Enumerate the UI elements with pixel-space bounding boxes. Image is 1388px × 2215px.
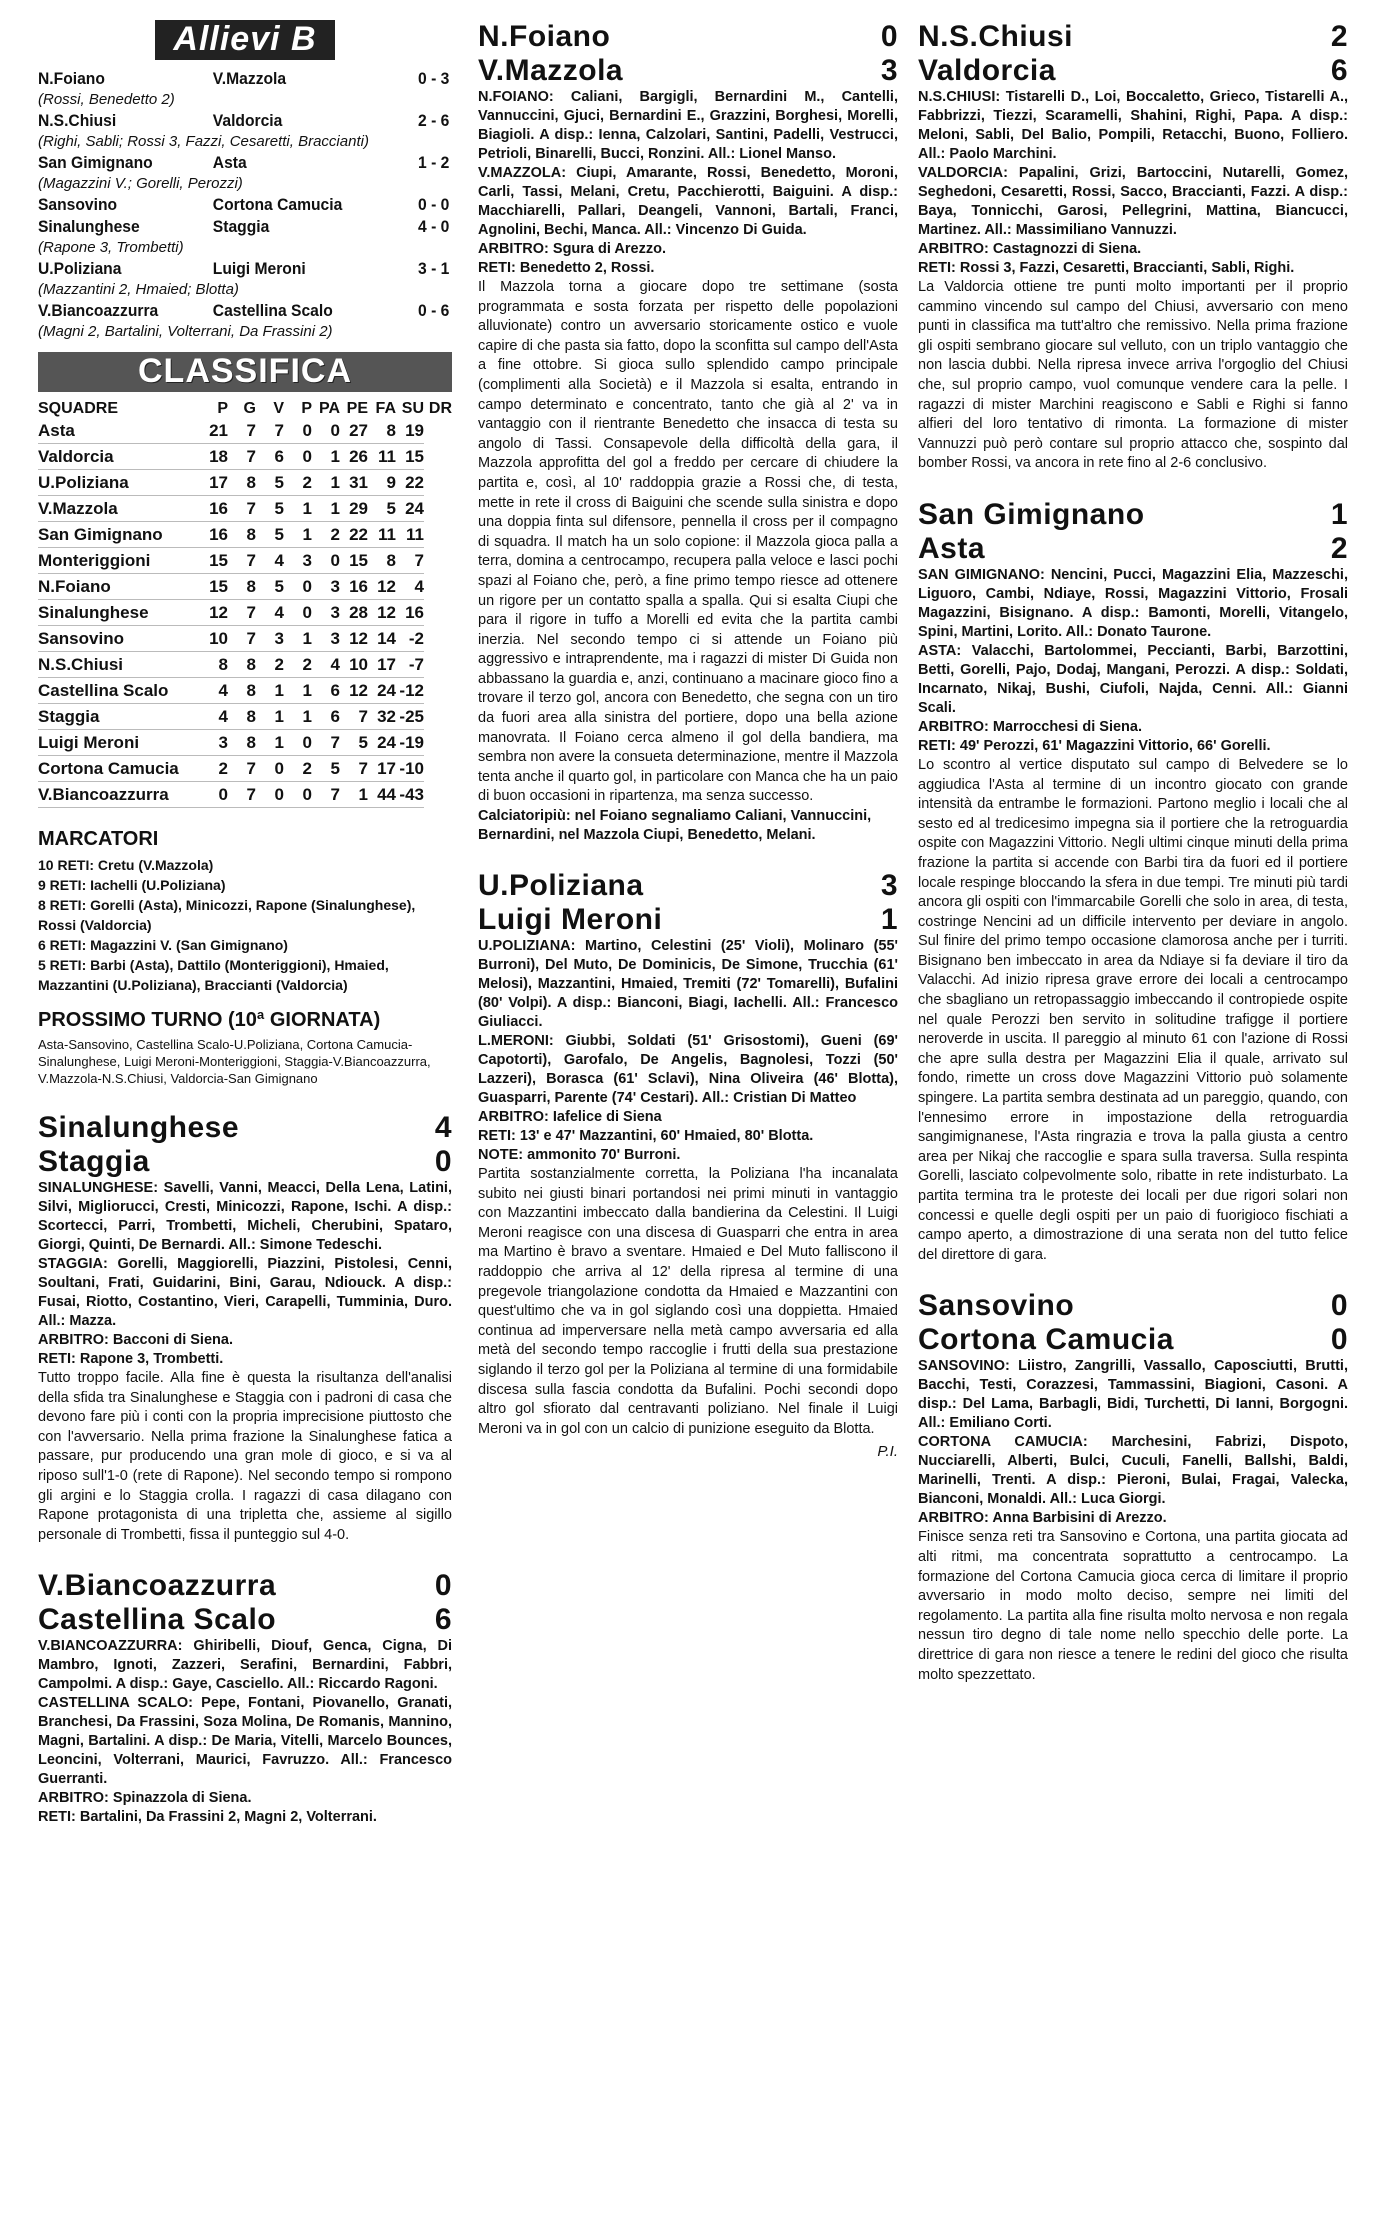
stat-cell: 21 xyxy=(200,418,228,444)
standings-row xyxy=(38,418,452,444)
team-name: Luigi Meroni xyxy=(38,730,200,756)
standings-row xyxy=(38,444,452,470)
referee: ARBITRO: Bacconi di Siena. xyxy=(38,1332,233,1348)
stat-cell: 4 xyxy=(312,652,340,678)
stat-cell: 6 xyxy=(312,704,340,730)
stat-cell: 7 xyxy=(228,418,256,444)
marcatori-line: 8 RETI: Gorelli (Asta), Minicozzi, Rapone (Sinalunghese), Rossi (Valdorcia) xyxy=(38,897,416,933)
away-team: Valdorcia xyxy=(918,54,1056,87)
stat-cell: 12 xyxy=(340,678,368,704)
lineup-away: V.MAZZOLA: Ciupi, Amarante, Rossi, Benedetto, Moroni, Carli, Tassi, Melani, Cretu, Pacchierotti, Baiguini. A disp.: Macchiarelli, Pallari, Deangeli, Vannoni, Bartali, Franci, Agnolini, Bechi, Manca. All.: Vincenzo Di Guida. xyxy=(478,165,898,238)
result-scorers: (Rapone 3, Trombetti) xyxy=(38,239,184,256)
col-header: DR xyxy=(428,400,452,417)
stat-cell: 22 xyxy=(340,522,368,548)
result-away: Staggia xyxy=(212,217,270,236)
goals: RETI: 13' e 47' Mazzantini, 60' Hmaied, 80' Blotta. xyxy=(478,1128,814,1145)
team-name: Sansovino xyxy=(38,626,200,652)
standings-row xyxy=(38,730,452,756)
team-name: San Gimignano xyxy=(38,522,200,548)
stat-cell: -12 xyxy=(396,678,424,704)
home-score: 3 xyxy=(880,869,898,903)
stat-cell: 3 xyxy=(200,730,228,756)
stat-cell: 8 xyxy=(200,652,228,678)
match-report: Partita sostanzialmente corretta, la Poliziana l'ha incanalata subito nei giusti binari portandosi nei primi minuti in vantaggio con Mazzantini imbeccato dalla bandierina da Celestini. Il Luigi Meroni reagisce con una discesa di Guasparri che entra in area ma Martino è bravo a sventare. Hmaied e Del Muto falliscono il raddoppio che arriva al 12' della ripresa al termine di una pregevole triangolazione condotta da Hmaied e Mazzantini con quest'ultimo che va in gol siglando così una doppietta. Hmaied continua ad imperversare nella metà campo avversaria ed alla metà del secondo tempo raccoglie i frutti della sua prestazione siglando il terzo gol per la Poliziana al termine di una formidabile discesa sulla fascia condotta da Bufalini. Pochi secondi dopo altro gol sfiorato dal centravanti poliziano. Nel finale il Luigi Meroni va in gol con un calcio di punizione eseguito da Blotta. xyxy=(478,1166,898,1437)
stat-cell: 26 xyxy=(340,444,368,470)
goals: RETI: Rossi 3, Fazzi, Cesaretti, Braccianti, Sabli, Righi. xyxy=(918,260,1295,276)
stat-cell: 7 xyxy=(396,548,424,574)
stat-cell: -25 xyxy=(396,704,424,730)
away-score: 2 xyxy=(1330,531,1348,565)
stat-cell: 7 xyxy=(228,600,256,626)
referee: ARBITRO: Sgura di Arezzo. xyxy=(478,241,666,257)
stat-cell: 1 xyxy=(284,496,312,522)
stat-cell: 0 xyxy=(312,548,340,574)
result-item xyxy=(38,300,452,342)
match-report: La Valdorcia ottiene tre punti molto importanti per il proprio cammino vincendo sul campo del Chiusi, avversario con meno punti in classifica ma tutt'altro che remissivo. Nella prima frazione gli ospiti sembrano giocare sul velluto, con un triplo vantaggio che non lascia dubbi. Nella ripresa invece arriva l'orgoglio del Chiusi che, sul proprio campo, vuol comunque vendere cara la pelle. I ragazzi di mister Marchini reagiscono e Sabli e Righi si fanno alfieri del loro tentativo di rimonta. La formazione di mister Vannuzzi può però contare sul proprio attacco che, sospinto dal bomber Rossi, va ancora in rete fino al 2-6 conclusivo. xyxy=(918,279,1348,472)
result-scorers: (Magni 2, Bartalini, Volterrani, Da Frassini 2) xyxy=(38,323,333,340)
stat-cell: 2 xyxy=(284,756,312,782)
stat-cell: 29 xyxy=(340,496,368,522)
col-header: P xyxy=(217,400,228,417)
result-item xyxy=(38,258,452,300)
stat-cell: 0 xyxy=(284,782,312,808)
col-header: SQUADRE xyxy=(38,400,119,417)
standings-row xyxy=(38,548,452,574)
team-name: V.Mazzola xyxy=(38,496,200,522)
result-score: 0 - 0 xyxy=(418,195,450,214)
stat-cell: 24 xyxy=(396,496,424,522)
stat-cell: 17 xyxy=(200,470,228,496)
lineup-away: CORTONA CAMUCIA: Marchesini, Fabrizi, Dispoto, Nucciarelli, Alberti, Bulci, Cuculi, Fanelli, Ballshi, Baldi, Marinelli, Trenti. A disp.: Pieroni, Bulai, Fragai, Valecka, Bianconi, Monaldi. All.: Luca Giorgi. xyxy=(918,1434,1348,1508)
match-chiusi xyxy=(918,20,1348,474)
result-away: Castellina Scalo xyxy=(212,301,333,320)
team-name: V.Biancoazzurra xyxy=(38,782,200,808)
results-list xyxy=(38,68,452,342)
stat-cell: 0 xyxy=(312,418,340,444)
standings-row xyxy=(38,626,452,652)
home-score: 2 xyxy=(1330,20,1348,53)
away-team: V.Mazzola xyxy=(478,54,624,87)
stat-cell: 15 xyxy=(200,548,228,574)
stat-cell: 0 xyxy=(284,574,312,600)
stat-cell: 8 xyxy=(368,548,396,574)
stat-cell: 3 xyxy=(312,600,340,626)
stat-cell: 0 xyxy=(256,782,284,808)
section-title: Allievi B xyxy=(155,20,335,60)
team-name: N.S.Chiusi xyxy=(38,652,200,678)
stat-cell: 5 xyxy=(368,496,396,522)
standings-header xyxy=(38,398,452,418)
stat-cell: 0 xyxy=(284,444,312,470)
stat-cell: 16 xyxy=(340,574,368,600)
col-header: PE xyxy=(346,400,368,417)
result-scorers: (Mazzantini 2, Hmaied; Blotta) xyxy=(38,281,239,298)
result-away: V.Mazzola xyxy=(212,69,287,88)
home-team: V.Biancoazzurra xyxy=(38,1569,277,1603)
stat-cell: 0 xyxy=(284,600,312,626)
result-home: San Gimignano xyxy=(38,153,153,172)
stat-cell: 0 xyxy=(284,730,312,756)
home-team: Sinalunghese xyxy=(38,1111,240,1144)
stat-cell: 2 xyxy=(256,652,284,678)
match-report: Il Mazzola torna a giocare dopo tre settimane (sosta programmata e sosta forzata per rispetto delle popolazioni alluvionate) contro un avversario storicamente ostico e vuole capire di che pasta sia fatto, dopo la sconfitta sul campo dell'Asta a fine ottobre. Si gioca sullo splendido campo principale (complimenti alla Società) e il Mazzola si esalta, entrando in campo determinato e concentrato, tanto che già al 2' va in vantaggio con il rientrante Benedetto che insacca di testa su angolo di Tassi. Consapevole della difficoltà della gara, il Mazzola approfitta del gol a freddo per cercare di chiudere la partita e, così, al 10' raddoppia grazie a Rossi che, di testa, mette in rete il cross di Baiguini che scende sulla sinistra e dopo una doppia finta sul difensore, pennella il cross per il compagno di squadra. Il match ha un solo copione: il Mazzola gioca palla a terra, domina a centrocampo, recupera palla veloce e lasci pochi spazi al Foiano che, però, a fine primo tempo riesce ad ottenere un rigore per un contatto spalla a spalla. Qui si esalta Ciupi che para il rigore in tuffo a Morelli ed evita che la partita cambi inerzia. Nel secondo tempo ci si attende un Foiano più aggressivo e intraprendente, ma i ragazzi di mister Di Guida non abbassano la guardia e, anzi, continuano a macinare gioco fino a trovare il terzo gol, ancora con Benedetto, che segna con un tiro da fuori area alla sinistra del portiere, dopo una bella azione manovrata. Il Foiano cerca almeno il gol della bandiera, ma sembra non avere la consueta determinazione, mentre il Mazzola tenta anche il quarto gol, in particolare con Manca che ha un paio di buon occasioni in ripartenza, ma senza successo. xyxy=(478,279,898,805)
lineup-away: STAGGIA: Gorelli, Maggiorelli, Piazzini, Pistolesi, Cenni, Soultani, Frati, Guidarini, Bini, Garau, Ndiouck. A disp.: Fusai, Riotto, Costantino, Vieri, Carapelli, Tumminia, Duro. All.: Mazza. xyxy=(38,1256,452,1329)
team-name: U.Poliziana xyxy=(38,470,200,496)
stat-cell: 9 xyxy=(368,470,396,496)
standings-row xyxy=(38,756,452,782)
away-team: Staggia xyxy=(38,1145,150,1178)
stat-cell: 5 xyxy=(312,756,340,782)
home-score: 0 xyxy=(434,1569,452,1603)
marcatori-line: 10 RETI: Cretu (V.Mazzola) xyxy=(38,857,214,873)
match-report: Finisce senza reti tra Sansovino e Cortona, una partita giocata ad alti ritmi, ma concentrata soprattutto a centrocampo. La formazione del Cortona Camucia gioca cerca di limitare il proprio avversario in modo molto deciso, sempre nei limiti del regolamento. La partita alla fine risulta molto nervosa e non regala nessun tiro degno di tale nome nello specchio delle porte. La direttrice di gara non riesce a tenere le redini del gioco che risulta molto spezzettato. xyxy=(918,1529,1348,1683)
result-away: Luigi Meroni xyxy=(212,259,306,278)
stat-cell: 10 xyxy=(200,626,228,652)
result-home: Sinalunghese xyxy=(38,217,140,236)
stat-cell: 1 xyxy=(312,496,340,522)
match-sinalunghese xyxy=(38,1111,452,1545)
result-score: 4 - 0 xyxy=(418,217,450,236)
match-sansovino xyxy=(918,1289,1348,1685)
marcatori-line: 6 RETI: Magazzini V. (San Gimignano) xyxy=(38,937,288,953)
col-header: FA xyxy=(375,400,396,417)
stat-cell: 0 xyxy=(200,782,228,808)
prossimo-title: PROSSIMO TURNO (10ª GIORNATA) xyxy=(38,1009,381,1031)
col-header: SU xyxy=(401,400,424,417)
lineup-home: SINALUNGHESE: Savelli, Vanni, Meacci, Della Lena, Latini, Silvi, Migliorucci, Cresti, Minicozzi, Rapone, Ischi. A disp.: Scortecci, Parri, Trombetti, Micheli, Cherubini, Spataro, Giorgi, Quinti, De Bernardi. All.: Simone Tedeschi. xyxy=(38,1180,452,1253)
stat-cell: 6 xyxy=(312,678,340,704)
stat-cell: 1 xyxy=(256,678,284,704)
result-item xyxy=(38,110,452,152)
stat-cell: 1 xyxy=(284,678,312,704)
marcatori-line: 9 RETI: Iachelli (U.Poliziana) xyxy=(38,877,226,893)
standings-row xyxy=(38,652,452,678)
referee: ARBITRO: Marrocchesi di Siena. xyxy=(918,718,1142,735)
lineup-home: SAN GIMIGNANO: Nencini, Pucci, Magazzini Elia, Mazzeschi, Liguoro, Cambi, Ndiaye, Rossi, Magazzini Vittorio, Frosali Magazzini, Bisignano. A disp.: Bamonti, Morelli, Vitangelo, Spini, Martini, Lorito. All.: Donato Taurone. xyxy=(918,566,1348,640)
stat-cell: 44 xyxy=(368,782,396,808)
stat-cell: 3 xyxy=(256,626,284,652)
away-team: Castellina Scalo xyxy=(38,1603,277,1637)
stat-cell: 12 xyxy=(368,600,396,626)
result-score: 0 - 6 xyxy=(418,301,450,320)
lineup-away: VALDORCIA: Papalini, Grizi, Bartoccini, Nutarelli, Gomez, Seghedoni, Cesaretti, Rossi, Sacco, Braccianti, Fazzi. A disp.: Baya, Tonnicchi, Garosi, Pellegrini, Mattina, Biancucci, Martinez. All.: Massimiliano Vannuzzi. xyxy=(918,165,1348,238)
stat-cell: 5 xyxy=(340,730,368,756)
stat-cell: 15 xyxy=(396,444,424,470)
team-name: Asta xyxy=(38,418,200,444)
result-scorers: (Rossi, Benedetto 2) xyxy=(38,91,175,108)
stat-cell: 8 xyxy=(228,652,256,678)
stat-cell: 7 xyxy=(228,496,256,522)
standings-row xyxy=(38,704,452,730)
stat-cell: 7 xyxy=(228,782,256,808)
col-header: PA xyxy=(318,400,340,417)
stat-cell: 3 xyxy=(312,574,340,600)
goals: RETI: 49' Perozzi, 61' Magazzini Vittorio, 66' Gorelli. xyxy=(918,737,1271,754)
stat-cell: 27 xyxy=(340,418,368,444)
result-away: Valdorcia xyxy=(212,111,283,130)
home-team: Sansovino xyxy=(918,1289,1075,1323)
match-gimignano xyxy=(918,498,1348,1265)
stat-cell: 8 xyxy=(228,522,256,548)
stat-cell: 12 xyxy=(368,574,396,600)
standings-row xyxy=(38,678,452,704)
home-team: N.S.Chiusi xyxy=(918,20,1074,53)
away-score: 0 xyxy=(434,1145,452,1178)
standings-row xyxy=(38,470,452,496)
stat-cell: 17 xyxy=(368,756,396,782)
match-biancoazzurra xyxy=(38,1569,452,1827)
author-signature: P.I. xyxy=(877,1443,898,1461)
stat-cell: 16 xyxy=(396,600,424,626)
home-team: U.Poliziana xyxy=(478,869,644,903)
stat-cell: 1 xyxy=(256,730,284,756)
stat-cell: 28 xyxy=(340,600,368,626)
col-header: P xyxy=(301,400,312,417)
lineup-away: L.MERONI: Giubbi, Soldati (51' Grisostomi), Gueni (69' Capotorti), Garofalo, De Angelis, Bagnolesi, Tozzi (50' Lazzeri), Borasca (61' Sclavi), Nina Oliveira (46' Blotta), Guasparri, Parente (74' Cestari). All.: Cristian Di Matteo xyxy=(478,1033,898,1107)
stat-cell: 4 xyxy=(256,600,284,626)
stat-cell: 7 xyxy=(228,548,256,574)
team-name: Castellina Scalo xyxy=(38,678,200,704)
result-away: Cortona Camucia xyxy=(212,195,343,214)
result-home: U.Poliziana xyxy=(38,259,122,278)
standings-table xyxy=(38,398,452,808)
stat-cell: 11 xyxy=(368,444,396,470)
stat-cell: 14 xyxy=(368,626,396,652)
stat-cell: 7 xyxy=(228,626,256,652)
result-item xyxy=(38,194,452,216)
stat-cell: 1 xyxy=(284,704,312,730)
notes: NOTE: ammonito 70' Burroni. xyxy=(478,1147,681,1164)
goals: RETI: Rapone 3, Trombetti. xyxy=(38,1351,224,1367)
stat-cell: 31 xyxy=(340,470,368,496)
goals: RETI: Benedetto 2, Rossi. xyxy=(478,260,655,276)
match-report: Tutto troppo facile. Alla fine è questa la risultanza dell'analisi della sfida tra Sinalunghese e Staggia con i padroni di casa che devono fare più i conti con la propria imprecisione piuttosto che con l'avversario. Nella prima frazione la Sinalunghese fatica a passare, pur producendo una gran mole di gioco, e si va al riposo sull'1-0 (rete di Rapone). Nel secondo tempo si rompono gli argini e lo Staggia crolla. I ragazzi di casa dilagano con Rapone protagonista di una tripletta che, assieme al sigillo personale di Trombetti, fissa il punteggio sul 4-0. xyxy=(38,1370,452,1543)
classifica-title: CLASSIFICA xyxy=(38,352,452,392)
stat-cell: 16 xyxy=(200,496,228,522)
result-home: Sansovino xyxy=(38,195,118,214)
referee: ARBITRO: Spinazzola di Siena. xyxy=(38,1790,252,1807)
result-score: 0 - 3 xyxy=(418,69,450,88)
col-header: V xyxy=(273,400,284,417)
stat-cell: 1 xyxy=(340,782,368,808)
referee: ARBITRO: Anna Barbisini di Arezzo. xyxy=(918,1510,1167,1527)
home-team: N.Foiano xyxy=(478,20,611,53)
lineup-home: N.FOIANO: Caliani, Bargigli, Bernardini M., Cantelli, Vannuccini, Gjuci, Bernardini E., Grazzini, Borghesi, Morelli, Biagioli. A disp.: Ienna, Calzolari, Santini, Padelli, Vestrucci, Petrioli, Binarelli, Bucci, Ronzini. All.: Lionel Manso. xyxy=(478,89,898,162)
home-score: 4 xyxy=(434,1111,452,1144)
referee: ARBITRO: Iafelice di Siena xyxy=(478,1109,662,1126)
column-middle xyxy=(478,20,898,1460)
stat-cell: 3 xyxy=(284,548,312,574)
stat-cell: 4 xyxy=(200,704,228,730)
stat-cell: 7 xyxy=(256,418,284,444)
standings-row xyxy=(38,600,452,626)
stat-cell: 5 xyxy=(256,522,284,548)
stat-cell: 16 xyxy=(200,522,228,548)
team-name: Cortona Camucia xyxy=(38,756,200,782)
away-score: 3 xyxy=(880,54,898,87)
referee: ARBITRO: Castagnozzi di Siena. xyxy=(918,241,1142,257)
result-scorers: (Magazzini V.; Gorelli, Perozzi) xyxy=(38,175,243,192)
away-score: 6 xyxy=(1330,54,1348,87)
standings-row xyxy=(38,782,452,808)
standings-row xyxy=(38,522,452,548)
home-score: 0 xyxy=(880,20,898,53)
stat-cell: 4 xyxy=(256,548,284,574)
away-score: 1 xyxy=(880,903,898,937)
stat-cell: 24 xyxy=(368,678,396,704)
column-left xyxy=(38,20,452,1827)
standings-row xyxy=(38,574,452,600)
lineup-home: V.BIANCOAZZURRA: Ghiribelli, Diouf, Genca, Cigna, Di Mambro, Ignoti, Zazzeri, Serafini, Bernardini, Fabbri, Campolmi. A disp.: Gaye, Casciello. All.: Riccardo Ragoni. xyxy=(38,1638,452,1693)
marcatori-list xyxy=(38,855,452,995)
stat-cell: 32 xyxy=(368,704,396,730)
stat-cell: 1 xyxy=(312,444,340,470)
stat-cell: 1 xyxy=(284,522,312,548)
stat-cell: 2 xyxy=(312,522,340,548)
stat-cell: 10 xyxy=(340,652,368,678)
standings-row xyxy=(38,496,452,522)
result-home: N.Foiano xyxy=(38,69,105,88)
result-home: V.Biancoazzurra xyxy=(38,301,159,320)
stat-cell: 8 xyxy=(228,574,256,600)
stat-cell: 18 xyxy=(200,444,228,470)
home-score: 1 xyxy=(1330,497,1348,531)
marcatori-title: MARCATORI xyxy=(38,828,159,850)
stat-cell: 3 xyxy=(312,626,340,652)
prossimo-text: Asta-Sansovino, Castellina Scalo-U.Poliziana, Cortona Camucia-Sinalunghese, Luigi Meroni-Monteriggioni, Staggia-V.Biancoazzurra, V.Mazzola-N.S.Chiusi, Valdorcia-San Gimignano xyxy=(38,1037,431,1086)
stat-cell: 8 xyxy=(228,730,256,756)
stat-cell: 12 xyxy=(200,600,228,626)
stat-cell: 2 xyxy=(284,470,312,496)
stat-cell: 22 xyxy=(396,470,424,496)
match-poliziana xyxy=(478,869,898,1460)
stat-cell: 4 xyxy=(396,574,424,600)
stat-cell: 5 xyxy=(256,470,284,496)
result-item xyxy=(38,216,452,258)
stat-cell: 5 xyxy=(256,496,284,522)
result-item xyxy=(38,152,452,194)
lineup-home: N.S.CHIUSI: Tistarelli D., Loi, Boccaletto, Grieco, Tistarelli A., Fabbrizzi, Tiezzi, Scaramelli, Shahini, Righi, Papa. A disp.: Meloni, Sabli, Del Balio, Pompili, Retacchi, Buono, Folliero. All.: Paolo Marchini. xyxy=(918,89,1348,162)
lineup-away: CASTELLINA SCALO: Pepe, Fontani, Piovanello, Granati, Branchesi, Da Frassini, Soza Molina, De Romanis, Mannino, Magni, Bartalini. A disp.: De Maria, Vitelli, Marcelo Bounces, Leoncini, Volterrani, Maurici, Favruzzo. All.: Francesco Guerranti. xyxy=(38,1695,452,1788)
away-team: Cortona Camucia xyxy=(918,1323,1174,1357)
stat-cell: 7 xyxy=(312,730,340,756)
stat-cell: 17 xyxy=(368,652,396,678)
stat-cell: 8 xyxy=(228,678,256,704)
away-score: 6 xyxy=(434,1603,452,1637)
stat-cell: 15 xyxy=(340,548,368,574)
stat-cell: 1 xyxy=(256,704,284,730)
away-score: 0 xyxy=(1330,1323,1348,1357)
stat-cell: -10 xyxy=(396,756,424,782)
column-right xyxy=(918,20,1348,1685)
stat-cell: 4 xyxy=(200,678,228,704)
col-header: G xyxy=(243,400,256,417)
away-team: Luigi Meroni xyxy=(478,903,663,937)
stat-cell: 7 xyxy=(340,756,368,782)
stat-cell: 0 xyxy=(256,756,284,782)
stat-cell: 1 xyxy=(312,470,340,496)
stat-cell: 7 xyxy=(340,704,368,730)
stat-cell: 5 xyxy=(256,574,284,600)
result-item xyxy=(38,68,452,110)
stat-cell: 19 xyxy=(396,418,424,444)
stat-cell: 8 xyxy=(228,470,256,496)
stat-cell: 6 xyxy=(256,444,284,470)
stat-cell: 12 xyxy=(340,626,368,652)
best-players: Calciatoripiù: nel Foiano segnaliamo Caliani, Vannuccini, Bernardini, nel Mazzola Ciupi, Benedetto, Melani. xyxy=(478,808,872,844)
away-team: Asta xyxy=(918,531,986,565)
lineup-home: U.POLIZIANA: Martino, Celestini (25' Violi), Molinaro (55' Burroni), Del Muto, De Dominicis, De Simone, Trucchia (61' Melosi), Mazzantini, Hmaied, Tremiti (72' Tomarelli), Bufalini (80' Volpi). A disp.: Bianconi, Biagi, Iachelli. All.: Francesco Giuliacci. xyxy=(478,938,898,1031)
stat-cell: 8 xyxy=(368,418,396,444)
team-name: Monteriggioni xyxy=(38,548,200,574)
stat-cell: 24 xyxy=(368,730,396,756)
match-report: Lo scontro al vertice disputato sul campo di Belvedere se lo aggiudica l'Asta al termine di un incontro giocato con grande intensità da entrambe le formazioni. Partono meglio i locali che al sesto ed al tredicesimo impegna sia il portiere che la retroguardia ospite con Magazzini Vittorio. Negli ultimi cinque minuti della prima frazione la partita si accende con Barbi tira da fuori ed il portiere locale respinge bloccando la sfera in due tempi. Tre minuti più tardi ancora gli ospiti con l'immarcabile Gorelli che solo in area, di testa, costringe Nencini ad un difficile intervento per deviare in angolo. Sul finire del primo tempo occasione clamorosa anche per i turriti. Bisignano ben imbeccato in area da Ndiaye si fa deviare il tiro da Valacchi. Ad inizio ripresa grave errore dei locali a centrocampo che sbagliano un retropassaggio imbeccando il contropiede ospite nel quale Perozzi ben servito in solitudine trafigge il portiere neroverde in uscita. Il pareggio al minuto 61 con l'azione di Rossi che apre sulla destra per Magazzini Elia il quale, arrivato sul fondo, rimette un cross dove Magazzini Vittorio può solamente spingere. La partita sembra destinata ad un pareggio, quando, con l'ennesimo errore in impostazione della retroguardia sangimignanese, l'Asta ringrazia e trova la palla giusta a centro area per Nikaj che raccoglie e spara sulla traversa. Sulla respinta Gorelli, lasciato colpevolmente solo, ribatte in rete indisturbato. La partita termina tra le proteste dei locali per due rigori solari non concessi e quelle degli ospiti per un paio di fuorigioco fischiati a campo aperto, a dimostrazione di una serata non del tutto felice del direttore di gara. xyxy=(918,756,1348,1263)
stat-cell: -2 xyxy=(396,626,424,652)
stat-cell: -7 xyxy=(396,652,424,678)
result-away: Asta xyxy=(212,153,247,172)
team-name: Valdorcia xyxy=(38,444,200,470)
team-name: Sinalunghese xyxy=(38,600,200,626)
stat-cell: 2 xyxy=(284,652,312,678)
result-score: 3 - 1 xyxy=(418,259,450,278)
stat-cell: 7 xyxy=(312,782,340,808)
stat-cell: 8 xyxy=(228,704,256,730)
lineup-away: ASTA: Valacchi, Bartolommei, Peccianti, Barbi, Barzottini, Betti, Gorelli, Pajo, Dodaj, Mangani, Perozzi. A disp.: Soldati, Incarnato, Nikaj, Bushi, Ciufoli, Najda, Cenni. All.: Gianni Scali. xyxy=(918,642,1348,716)
team-name: N.Foiano xyxy=(38,574,200,600)
stat-cell: -43 xyxy=(396,782,424,808)
stat-cell: -19 xyxy=(396,730,424,756)
result-score: 1 - 2 xyxy=(418,153,450,172)
home-score: 0 xyxy=(1330,1289,1348,1323)
stat-cell: 7 xyxy=(228,444,256,470)
stat-cell: 11 xyxy=(396,522,424,548)
home-team: San Gimignano xyxy=(918,497,1145,531)
goals: RETI: Bartalini, Da Frassini 2, Magni 2, Volterrani. xyxy=(38,1809,377,1826)
stat-cell: 2 xyxy=(200,756,228,782)
stat-cell: 11 xyxy=(368,522,396,548)
stat-cell: 1 xyxy=(284,626,312,652)
lineup-home: SANSOVINO: Liistro, Zangrilli, Vassallo, Caposciutti, Brutti, Bacchi, Testi, Corazzesi, Tammassini, Biagioni, Casoni. A disp.: Del Lama, Barbagli, Bidi, Turchetti, Di Ianni, Borgogni. All.: Emiliano Corti. xyxy=(918,1358,1348,1432)
stat-cell: 15 xyxy=(200,574,228,600)
result-home: N.S.Chiusi xyxy=(38,111,117,130)
stat-cell: 0 xyxy=(284,418,312,444)
result-scorers: (Righi, Sabli; Rossi 3, Fazzi, Cesaretti, Braccianti) xyxy=(38,133,369,150)
marcatori-line: 5 RETI: Barbi (Asta), Dattilo (Monteriggioni), Hmaied, Mazzantini (U.Poliziana), Braccianti (Valdorcia) xyxy=(38,957,389,993)
match-foiano xyxy=(478,20,898,845)
team-name: Staggia xyxy=(38,704,200,730)
stat-cell: 7 xyxy=(228,756,256,782)
result-score: 2 - 6 xyxy=(418,111,450,130)
